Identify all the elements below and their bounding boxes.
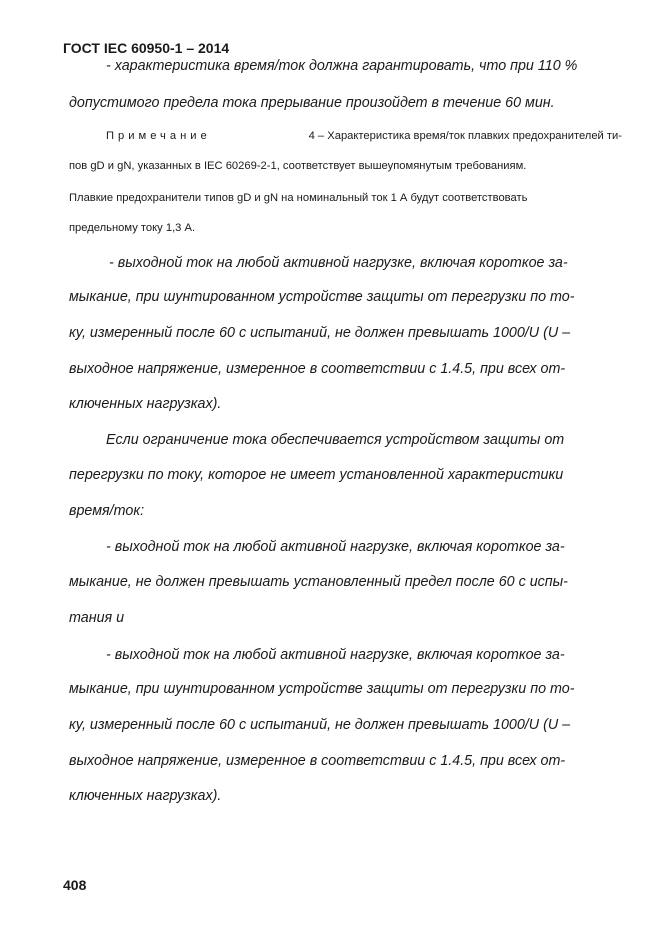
paragraph-4-line-1: - выходной ток на любой активной нагрузке, включая короткое за- — [106, 539, 565, 555]
paragraph-2-line-1: - выходной ток на любой активной нагрузке, включая короткое за- — [109, 255, 568, 271]
page-number: 408 — [63, 877, 87, 893]
paragraph-5-line-2: мыкание, при шунтированном устройстве защиты от перегрузки по то- — [69, 681, 575, 697]
paragraph-2-line-4: выходное напряжение, измеренное в соответствии с 1.4.5, при всех от- — [69, 361, 566, 377]
paragraph-3-line-1: Если ограничение тока обеспечивается устройством защиты от — [106, 432, 565, 448]
paragraph-4-line-3: тания и — [69, 610, 125, 626]
paragraph-5-line-3: ку, измеренный после 60 с испытаний, не должен превышать 1000/U (U – — [69, 717, 571, 733]
document-header: ГОСТ IEC 60950-1 – 2014 — [63, 40, 230, 56]
paragraph-3-line-2: перегрузки по току, которое не имеет установленной характеристики — [69, 467, 564, 483]
paragraph-5-line-4: выходное напряжение, измеренное в соответствии с 1.4.5, при всех от- — [69, 753, 566, 769]
note-line-4: предельному току 1,3 А. — [69, 222, 196, 234]
paragraph-2-line-5: ключенных нагрузках). — [69, 396, 222, 412]
note-line-1-text: 4 – Характеристика время/ток плавких предохранителей ти- — [308, 130, 622, 142]
paragraph-1-line-2: допустимого предела тока прерывание произойдет в течение 60 мин. — [69, 95, 555, 111]
paragraph-2-line-2: мыкание, при шунтированном устройстве защиты от перегрузки по то- — [69, 289, 575, 305]
note-line-1 — [106, 130, 622, 142]
paragraph-5-line-5: ключенных нагрузках). — [69, 788, 222, 804]
paragraph-4-line-2: мыкание, не должен превышать установленный предел после 60 с испы- — [69, 574, 568, 590]
paragraph-1-line-1: - характеристика время/ток должна гарантировать, что при 110 % — [106, 58, 578, 74]
paragraph-3-line-3: время/ток: — [69, 503, 145, 519]
paragraph-2-line-3: ку, измеренный после 60 с испытаний, не должен превышать 1000/U (U – — [69, 325, 571, 341]
note-line-2: пов gD и gN, указанных в IEC 60269-2-1, соответствует вышеупомянутым требованиям. — [69, 160, 527, 172]
paragraph-5-line-1: - выходной ток на любой активной нагрузке, включая короткое за- — [106, 647, 565, 663]
note-label: Примечание — [106, 130, 211, 142]
note-line-3: Плавкие предохранители типов gD и gN на номинальный ток 1 А будут соответствовать — [69, 192, 528, 204]
